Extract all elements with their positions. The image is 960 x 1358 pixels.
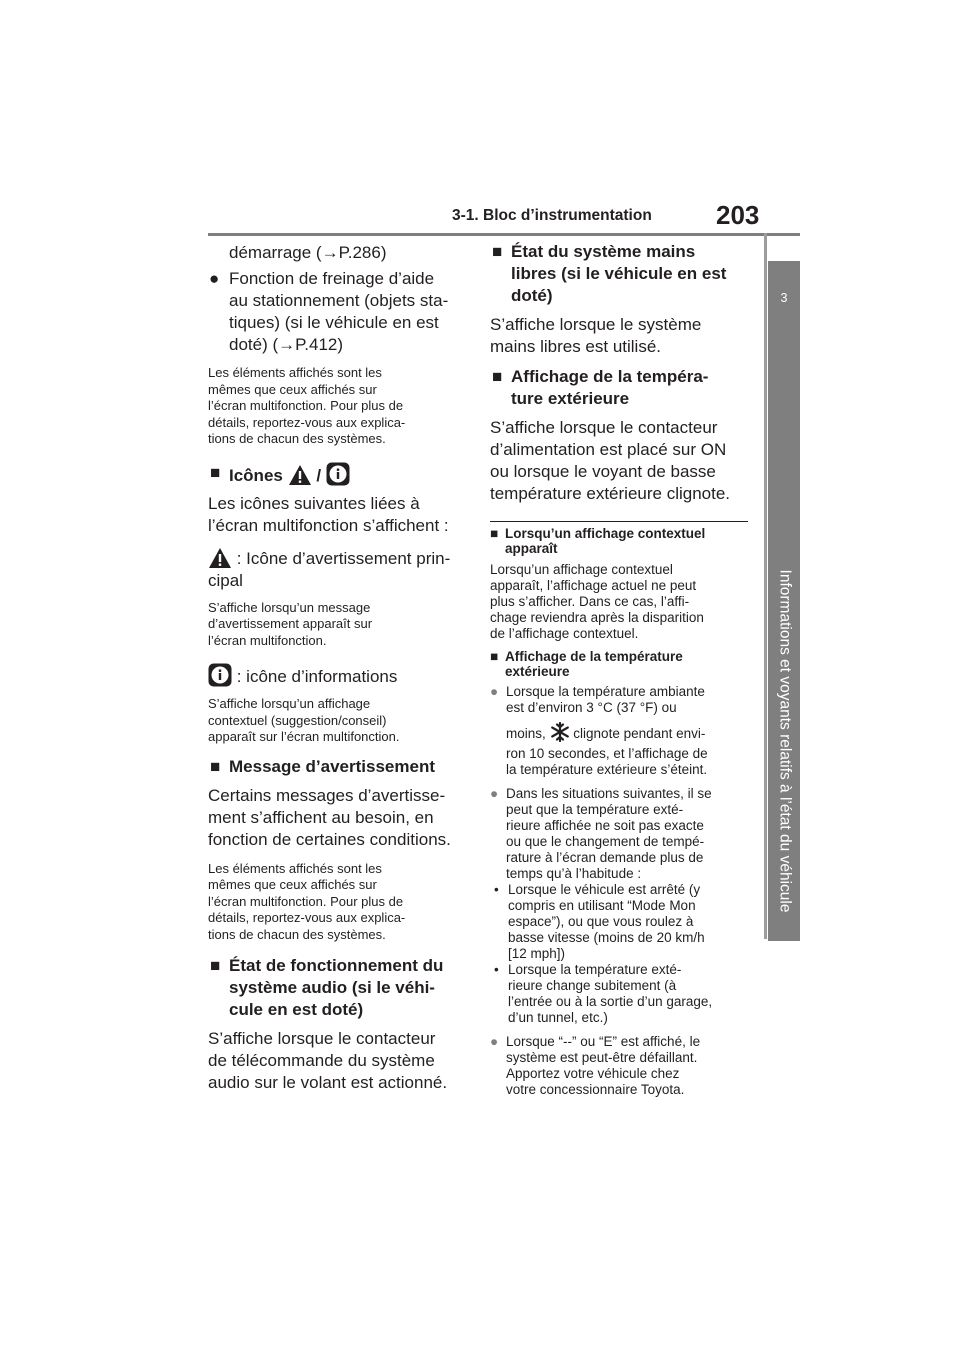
warning-triangle-icon xyxy=(208,547,232,569)
popup-heading: ■ Lorsqu’un affichage contextuel apparaît xyxy=(490,526,706,556)
hands-free-heading: ■ État du système mains libres (si le véhicule en est doté) xyxy=(492,242,727,305)
warning-message-heading: ■ Message d’avertissement xyxy=(210,756,435,776)
paragraph: Certains messages d’avertisse- ment s’affichent au besoin, en fonction de certaines conditions. xyxy=(208,785,451,849)
section-title: 3-1. Bloc d’instrumentation xyxy=(452,207,652,224)
bullet-item: ● Fonction de freinage d’aide au stationnement (objets sta- tiques) (si le véhicule en est doté) (→P.412) xyxy=(209,269,449,354)
page-number: 203 xyxy=(716,200,760,230)
information-icon xyxy=(208,663,232,687)
icons-heading: ■ Icônes / xyxy=(208,462,466,487)
note: S’affiche lorsqu’un affichage contextuel (suggestion/conseil) apparaît sur l’écran multifonction. xyxy=(208,696,400,744)
outside-temp-display-heading: ■ Affichage de la température extérieure xyxy=(490,649,683,679)
chapter-title: Informations et voyants relatifs à l’état du véhicule xyxy=(776,569,793,913)
bullet-icon: ● xyxy=(490,786,499,801)
list-item: ● Lorsque “--” ou “E” est affiché, le système est peut-être défaillant. Apportez votre véhicule chez votre concessionnaire Toyota. xyxy=(490,1034,701,1097)
paragraph: démarrage (→P.286) xyxy=(229,243,387,262)
square-bullet-icon: ■ xyxy=(210,956,221,975)
paragraph: Les icônes suivantes liées à l’écran multifonction s’affichent : xyxy=(208,493,449,535)
square-bullet-icon: ■ xyxy=(492,367,503,386)
chapter-number: 3 xyxy=(780,291,788,305)
section-divider xyxy=(490,521,748,522)
outside-temp-heading: ■ Affichage de la tempéra- ture extérieure xyxy=(492,367,709,408)
square-bullet-icon: ■ xyxy=(210,462,221,482)
header-rule xyxy=(208,233,800,236)
snowflake-icon xyxy=(550,722,570,746)
note: S’affiche lorsqu’un message d’avertissement apparaît sur l’écran multifonction. xyxy=(208,599,373,648)
information-icon xyxy=(326,462,350,486)
sub-list-item: • Lorsque le véhicule est arrêté (y compris en utilisant “Mode Mon espace”), ou que vous roulez à basse vitesse (moins de 20 km/h [12 mph]) xyxy=(494,882,705,961)
paragraph: S’affiche lorsque le contacteur de télécommande du système audio sur le volant est actionné. xyxy=(208,1029,448,1092)
note: Les éléments affichés sont les mêmes que ceux affichés sur l’écran multifonction. Pour plus de détails, reportez-vous aux explica- tions de chacun des systèmes. xyxy=(208,860,406,942)
left-column xyxy=(208,240,466,1094)
sub-list-item: • Lorsque la température exté- rieure change subitement (à l’entrée ou à la sortie d’un garage, d’un tunnel, etc.) xyxy=(494,962,713,1025)
square-bullet-icon: ■ xyxy=(490,649,499,664)
list-item: ● Dans les situations suivantes, il se peut que la température exté- rieure affichée ne soit pas exacte ou que le changement de tempé- rature à l’écran demande plus de temps qu’à l’habitude : xyxy=(490,786,712,881)
note: Les éléments affichés sont les mêmes que ceux affichés sur l’écran multifonction. Pour plus de détails, reportez-vous aux explica- tions de chacun des systèmes. xyxy=(208,365,406,446)
paragraph: S’affiche lorsque le contacteur d’alimentation est placé sur ON ou lorsque le voyant de basse température extérieure clignote. xyxy=(490,418,731,503)
warning-icon-definition: : Icône d’avertissement prin- cipal xyxy=(208,548,451,590)
audio-heading: ■ État de fonctionnement du système audio (si le véhi- cule en est doté) xyxy=(210,956,444,1019)
bullet-icon: ● xyxy=(209,269,220,288)
warning-triangle-icon xyxy=(288,464,312,486)
bullet-icon: ● xyxy=(490,684,499,699)
info-icon-definition: : icône d’informations xyxy=(208,663,466,688)
right-column xyxy=(490,240,752,1098)
square-bullet-icon: ■ xyxy=(492,242,503,261)
paragraph: S’affiche lorsque le système mains libres est utilisé. xyxy=(490,315,702,356)
paragraph: Lorsqu’un affichage contextuel apparaît, l’affichage actuel ne peut plus s’afficher. Dans ce cas, l’affi- chage reviendra après la disparition de l’affichage contextuel. xyxy=(490,562,704,641)
square-bullet-icon: ■ xyxy=(490,526,499,541)
square-bullet-icon: ■ xyxy=(210,756,221,776)
bullet-icon: ● xyxy=(490,1034,499,1049)
list-item: ● Lorsque la température ambiante est d’environ 3 °C (37 °F) ou moins, clignote pendant envi- ron 10 secondes, et l’affichage de la température extérieure s’éteint. xyxy=(490,684,708,777)
